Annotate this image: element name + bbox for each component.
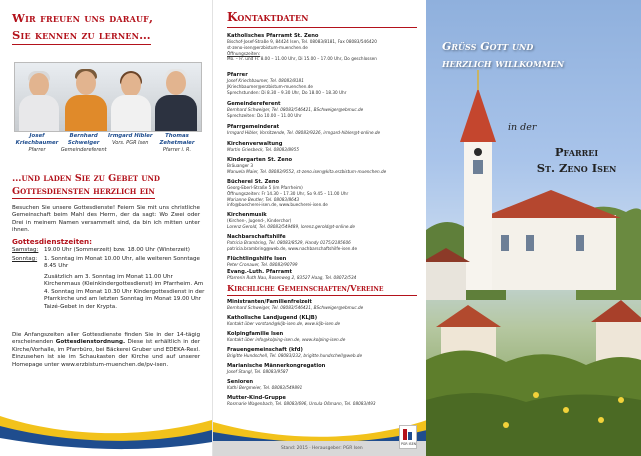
person-figure-1 [19, 69, 59, 131]
gemeinschaften-heading: Kirchliche Gemeinschaften/Vereine [227, 283, 384, 293]
caption-4: Thomas Zehetmaier Pfarrer i. R. [159, 133, 195, 153]
welcome-greeting: Grüss Gott und herzlich willkommen [442, 40, 565, 70]
schedule-sunday: Sonntag: 1. Sonntag im Monat 10.00 Uhr, alle weiteren Sonntage 8.45 Uhr [12, 256, 200, 270]
contact-fluechtlingshilfe: Flüchtlingshilfe Isen Peter Cronauer, Tel. 08083/90799 [227, 256, 298, 268]
group-maennerkongregation: Marianische Männerkongregation Josef Stangl, Tel. 08083/9587 [227, 363, 326, 375]
caption-2: Bernhard Schweiger Gemeindereferent [60, 133, 107, 153]
group-mutter-kind: Mutter-Kind-Gruppe Rosmarie Wagenbach, Tel. 08083/696, Ursula Oßmann, Tel. 08083/493 [227, 395, 376, 407]
schedule-extra: Zusätzlich am 3. Sonntag im Monat 11.00 Uhr Kirchenmaus (Kleinkindergottesdienst) im Pfarrheim. Am 4. Sonntag im Monat 10.30 Uhr Kindergottesdienst in der Pfarrkirche und am letzten Sonntag im Monat 19.00 Uhr Taizé-Gebet in der Krypta. [44, 274, 205, 310]
contact-nachbarschaftshilfe: Nachbarschaftshilfe Patricia Brambring, Tel. 08083/8529, Handy 0175/2185606 patricia.brambring@web.de, www.nachbarschaftshilfe-isen.de [227, 234, 358, 251]
group-senioren: Senioren Kathi Bergmeier, Tel. 08083/549891 [227, 379, 303, 391]
group-kljb: Katholische Landjugend (KLJB) Kontakt über vorstand@kljb-isen.de, www.kljb-isen.de [227, 315, 341, 327]
contact-kindergarten: Kindergarten St. Zeno Bräuanger 3 Manuela Maier, Tel. 08083/9552, st-zeno.isen@kita.erzbistum-muenchen.de [227, 157, 387, 174]
contact-buecherei: Bücherei St. Zeno Georg-Eberl-Straße 5 (im Pfarrheim) Öffnungszeiten: Fr 14.30 – 17.30 Uhr, So 9.45 – 11.00 Uhr Marianne Beutler, Tel. 08083/8643 info@buecherei-isen.de, www.buecherei-isen.de [227, 179, 349, 208]
group-kfd: Frauengemeinschaft (kfd) Brigitte Hundschell, Tel. 08083/232, brigitte.hundschell@web.de [227, 347, 363, 359]
contact-pfarramt: Katholisches Pfarramt St. Zeno Bischof-Josef-Straße 9, 84424 Isen, Tel. 08083/8181, Fax 08083/546420 st-zeno-isen@erzbistum-muenchen.de Öffnungszeiten: Mo. – Fr. und Fr. 8.00 – 11.00 Uhr, Di 15.00 – 17.00 Uhr, Do geschlossen [227, 33, 377, 62]
group-ministranten: Ministranten/Familienfreizeit Bernhard Schweiger, Tel. 08083/546421, BSchweiger@ebmuc.de [227, 299, 364, 311]
person-figure-3 [111, 69, 151, 131]
contact-pfarrgemeinderat: Pfarrgemeinderat Irmgard Hibler, Vorsitzende, Tel. 08083/9226, irmgard-hibler@t-online.de [227, 124, 381, 136]
schedule-saturday: Samstag: 19.00 Uhr (Sommerzeit) bzw. 18.00 Uhr (Winterzeit) [12, 247, 190, 253]
left-panel [0, 0, 212, 456]
contact-kirchenverwaltung: Kirchenverwaltung Martin Griesbeck, Tel. 08083/8955 [227, 141, 300, 153]
gottesdienst-heading: Gottesdienstzeiten: [12, 237, 92, 246]
in-der-label: in der [508, 122, 537, 133]
kontakt-heading: Kontaktdaten [227, 10, 309, 24]
decor-wave-left [0, 410, 212, 456]
person-figure-2 [65, 67, 107, 131]
caption-3: Irmgard Hibler Vors. PGR Isen [108, 133, 153, 146]
welcome-heading-line1: Wir freuen uns darauf, [12, 11, 154, 25]
contact-evang-pfarramt: Evang.-Luth. Pfarramt Pfarrerin Ruth Nau, Rosenweg 2, 83527 Haag, Tel. 08072/534 [227, 269, 357, 281]
contact-pfarrer: Pfarrer Josef Kriechbaumer, Tel. 08083/8181 JKriechbaumer@erzbistum-muenchen.de Sprechstunden: Di 8.30 – 9.30 Uhr, Do 18.00 – 18.30 Uhr [227, 72, 347, 95]
parish-name: Pfarrei St. Zeno Isen [536, 145, 617, 175]
contact-kirchenmusik: Kirchenmusik (Kirchen-, Jugend-, Kinderchor) Lorenz Gerold, Tel. 08083/549489, lorenz.gerold@t-online.de [227, 212, 356, 229]
footer-text: Stand: 2015 · Herausgeber: PGR Isen [281, 446, 363, 451]
intro-paragraph: Besuchen Sie unsere Gottesdienste! Feiern Sie mit uns christliche Gemeinschaft beim Mahl des Herrn, der da sagt: Wo Zwei oder Drei in meinem Namen versammelt sind, da bin ich mitten unter ihnen. [12, 205, 200, 234]
caption-1: Josef Kriechbaumer Pfarrer [15, 133, 59, 153]
team-captions [14, 133, 200, 154]
outro-paragraph: Die Anfangszeiten aller Gottesdienste finden Sie in der 14-tägig erscheinenden Gottesdienstordnung. Diese ist erhältlich in der Kirche/Vorhalle, im Pfarrbüro, bei Bäckerei Gruber und EDEKA-Rexl. Einzusehen ist sie im Schaukasten der Kirche und auf unserer Homepage unter www.erzbistum-muenchen.de/pv-isen. [12, 332, 201, 368]
person-figure-4 [155, 67, 197, 131]
contact-gemeindereferent: Gemeindereferent Bernhard Schweiger, Tel. 08083/546421, BSchweiger@ebmuc.de Sprechzeiten: Do 10.00 – 11.00 Uhr [227, 101, 364, 118]
welcome-heading [12, 10, 208, 45]
right-panel [426, 0, 641, 456]
pgr-logo: PGR ISEN [399, 425, 417, 449]
decor-wave-middle [213, 412, 427, 442]
middle-panel [212, 0, 427, 456]
group-kolping: Kolpingfamilie Isen Kontakt über info@kolping-isen.de, www.kolping-isen.de [227, 331, 346, 343]
invitation-heading: …und laden Sie zu Gebet und Gottesdiensten herzlich ein [12, 173, 160, 197]
gemeinschaften-divider [227, 295, 417, 296]
team-photo [14, 62, 202, 132]
kontakt-divider [227, 27, 417, 28]
welcome-heading-line2: Sie kennen zu lernen… [12, 27, 151, 45]
